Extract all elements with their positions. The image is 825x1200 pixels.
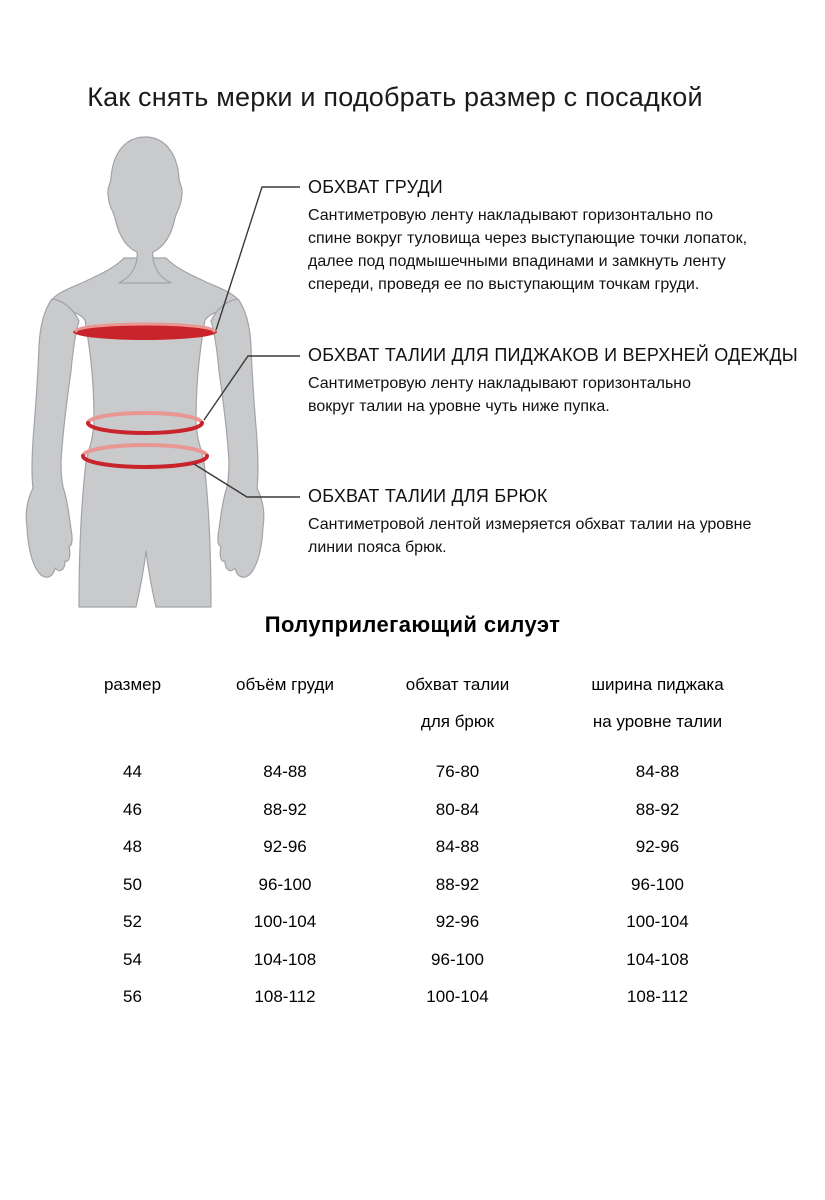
- annotation-waist-trousers: [308, 486, 786, 559]
- table-cell: 96-100: [431, 949, 484, 969]
- table-cell: 100-104: [253, 912, 317, 931]
- table-cell: 88-92: [435, 874, 480, 894]
- size-table-title: Полуприлегающий силуэт: [264, 612, 561, 637]
- table-cell: 56: [123, 987, 142, 1006]
- table-cell: 92-96: [635, 837, 680, 856]
- size-table-body: [60, 753, 765, 1016]
- table-row: [60, 903, 765, 941]
- table-cell: 54: [123, 949, 142, 969]
- table-cell: 84-88: [635, 762, 680, 781]
- table-cell: 96-100: [258, 874, 312, 894]
- annotation-heading: ОБХВАТ ТАЛИИ ДЛЯ ПИДЖАКОВ И ВЕРХНЕЙ ОДЕЖДЫ: [308, 345, 798, 365]
- table-cell: 104-108: [253, 949, 317, 969]
- column-header-chest: объём груди: [236, 675, 334, 694]
- table-cell: 46: [123, 799, 142, 819]
- table-row: [60, 828, 765, 866]
- table-cell: 76-80: [435, 762, 480, 781]
- table-cell: 88-92: [635, 799, 680, 819]
- annotation-body: Сантиметровую ленту накладывают горизонтально по спине вокруг туловища через выступающие точки лопаток, далее под подмышечными впадинами и замкнуть ленту спереди, проведя ее по выступающим точкам груди.: [308, 207, 748, 293]
- table-row: [60, 941, 765, 979]
- table-cell: 50: [123, 874, 142, 894]
- annotation-heading: ОБХВАТ ГРУДИ: [308, 177, 443, 197]
- table-cell: 48: [123, 837, 142, 856]
- table-cell: 84-88: [263, 762, 307, 781]
- annotation-body: Сантиметровой лентой измеряется обхват талии на уровне линии пояса брюк.: [308, 516, 752, 556]
- table-cell: 84-88: [435, 837, 480, 856]
- column-header-jacket-width: ширина пиджака на уровне талии: [591, 675, 724, 731]
- table-row: [60, 753, 765, 791]
- silhouette-right-arm: [211, 299, 264, 577]
- table-cell: 88-92: [263, 799, 307, 819]
- table-cell: 80-84: [435, 799, 480, 819]
- column-header-waist-trousers: обхват талии для брюк: [405, 675, 510, 731]
- size-table: [60, 666, 765, 1016]
- table-cell: 44: [123, 762, 142, 781]
- silhouette-head: [108, 137, 182, 283]
- table-cell: 92-96: [263, 837, 307, 856]
- annotation-heading: ОБХВАТ ТАЛИИ ДЛЯ БРЮК: [308, 486, 548, 506]
- table-cell: 108-112: [626, 987, 689, 1006]
- table-cell: 108-112: [254, 987, 316, 1006]
- table-row: [60, 866, 765, 904]
- silhouette-left-arm: [26, 299, 79, 577]
- table-row: [60, 791, 765, 829]
- table-cell: 52: [123, 912, 142, 931]
- annotation-body: Сантиметровую ленту накладывают горизонтально вокруг талии на уровне чуть ниже пупка.: [308, 375, 692, 415]
- annotation-waist-jackets: [308, 345, 798, 418]
- annotation-chest: [308, 177, 756, 296]
- table-cell: 100-104: [426, 987, 489, 1006]
- page-title: Как снять мерки и подобрать размер с посадкой: [87, 82, 703, 112]
- chest-band: [73, 324, 217, 340]
- size-table-header: [60, 666, 765, 740]
- table-cell: 104-108: [626, 949, 689, 969]
- table-row: [60, 978, 765, 1016]
- table-cell: 96-100: [631, 874, 684, 894]
- table-cell: 92-96: [435, 912, 480, 931]
- table-cell: 100-104: [626, 912, 689, 931]
- column-header-size: размер: [103, 675, 162, 694]
